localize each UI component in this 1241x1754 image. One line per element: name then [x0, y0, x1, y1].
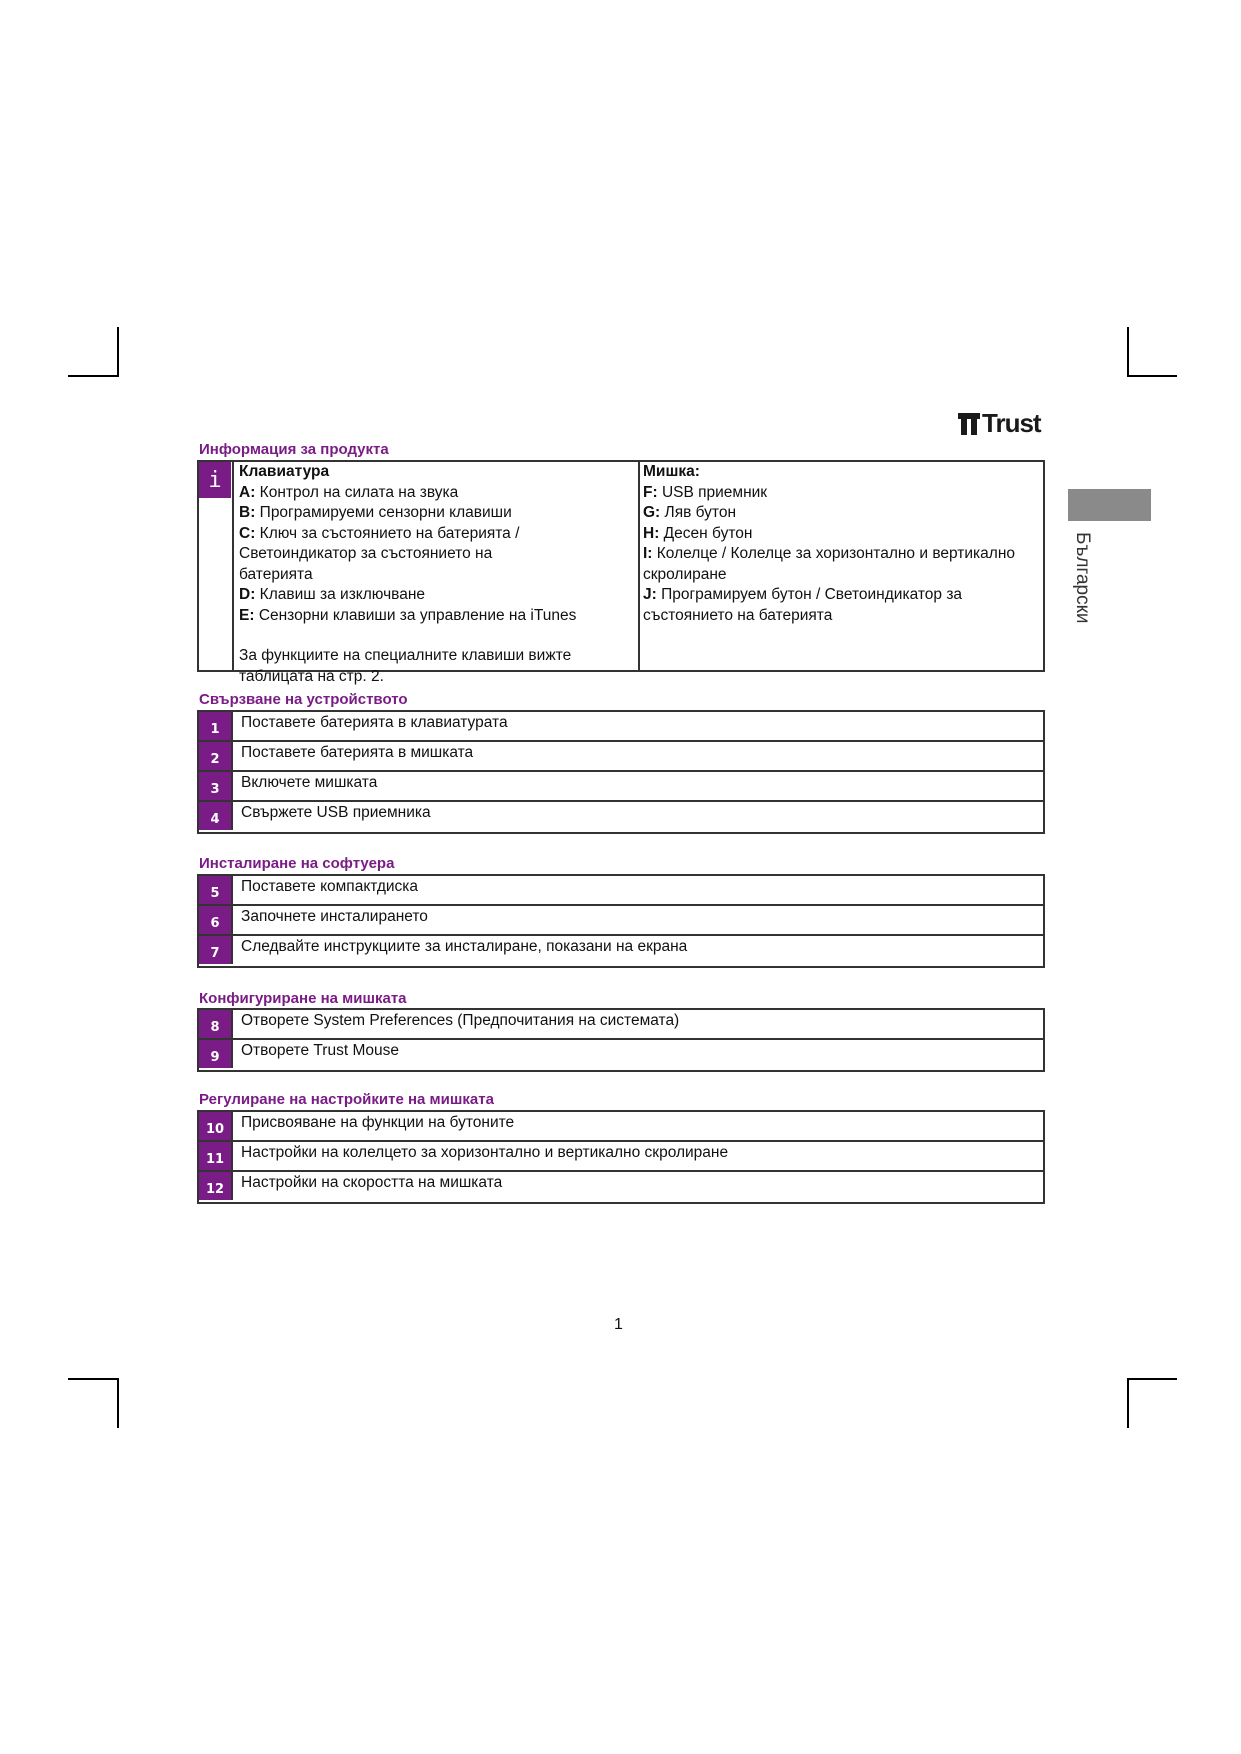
step-number: 8	[199, 1010, 231, 1038]
crop-mark-bottom-right-h	[1127, 1378, 1177, 1380]
mouse-item: F: USB приемник	[643, 483, 768, 501]
step-row	[199, 800, 1043, 830]
step-text: Свържете USB приемника	[241, 804, 431, 821]
step-number: 10	[199, 1112, 231, 1140]
mouse-title: Мишка:	[643, 463, 700, 480]
step-number: 3	[199, 772, 231, 800]
step-text: Настройки на скоростта на мишката	[241, 1174, 503, 1191]
keyboard-item: C: Ключ за състоянието на батерията / Светоиндикатор за състоянието на батерията	[239, 524, 520, 583]
adjust-steps	[197, 1110, 1045, 1204]
keyboard-item: E: Сензорни клавиши за управление на iTunes	[239, 606, 577, 624]
step-number: 5	[199, 876, 231, 904]
trust-logo-icon	[958, 411, 980, 435]
keyboard-column	[239, 462, 634, 687]
keyboard-item: A: Контрол на силата на звука	[239, 483, 459, 501]
section-heading-info: Информация за продукта	[199, 441, 389, 458]
step-text: Настройки на колелцето за хоризонтално и вертикално скролиране	[241, 1144, 729, 1161]
product-info-box	[197, 460, 1045, 685]
crop-mark-top-right-h	[1127, 375, 1177, 377]
section-heading-connect: Свързване на устройството	[199, 691, 408, 708]
step-text: Поставете компактдиска	[241, 878, 419, 895]
crop-mark-bottom-left-v	[117, 1378, 119, 1428]
step-row	[199, 770, 1043, 800]
install-steps	[197, 874, 1045, 968]
info-icon: i	[199, 462, 231, 498]
step-row	[199, 904, 1043, 934]
step-number: 11	[199, 1142, 231, 1170]
step-text: Присвояване на функции на бутоните	[241, 1114, 515, 1131]
crop-mark-bottom-right-v	[1127, 1378, 1129, 1428]
crop-mark-top-left-v	[117, 327, 119, 377]
step-number: 9	[199, 1040, 231, 1068]
step-row	[199, 1112, 1043, 1140]
step-text: Следвайте инструкциите за инсталиране, показани на екрана	[241, 938, 688, 955]
section-heading-adjust: Регулиране на настройките на мишката	[199, 1091, 494, 1108]
keyboard-item: D: Клавиш за изключване	[239, 586, 426, 603]
step-row	[199, 1038, 1043, 1068]
section-heading-install: Инсталиране на софтуера	[199, 855, 395, 872]
step-text: Поставете батерията в клавиатурата	[241, 714, 508, 731]
step-number: 4	[199, 802, 231, 830]
step-number: 6	[199, 906, 231, 934]
step-row	[199, 1170, 1043, 1200]
page-number: 1	[614, 1316, 623, 1333]
step-number: 7	[199, 936, 231, 964]
step-text: Отворете System Preferences (Предпочитания на системата)	[241, 1012, 680, 1029]
mouse-item: G: Ляв бутон	[643, 504, 737, 521]
trust-logo-text: Trust	[982, 407, 1041, 438]
step-row	[199, 934, 1043, 964]
step-text: Включете мишката	[241, 774, 378, 791]
section-heading-configure: Конфигуриране на мишката	[199, 990, 407, 1007]
trust-logo	[958, 408, 1046, 438]
keyboard-note: За функциите на специалните клавиши вижте таблицата на стр. 2.	[239, 647, 572, 685]
crop-mark-top-left-h	[68, 375, 119, 377]
configure-steps	[197, 1008, 1045, 1072]
connect-steps	[197, 710, 1045, 834]
language-label: Български	[1072, 532, 1093, 624]
step-number: 2	[199, 742, 231, 770]
step-text: Поставете батерията в мишката	[241, 744, 474, 761]
step-text: Отворете Trust Mouse	[241, 1042, 399, 1059]
language-tab	[1068, 489, 1151, 521]
step-number: 12	[199, 1172, 231, 1200]
mouse-item: I: Колелце / Колелце за хоризонтално и вертикално скролиране	[643, 545, 1016, 583]
mouse-item: J: Програмируем бутон / Светоиндикатор за състоянието на батерията	[643, 586, 963, 624]
info-column-divider	[638, 462, 640, 670]
step-row	[199, 1140, 1043, 1170]
keyboard-title: Клавиатура	[239, 463, 330, 480]
mouse-column	[643, 462, 1043, 626]
crop-mark-top-right-v	[1127, 327, 1129, 377]
mouse-item: H: Десен бутон	[643, 524, 753, 542]
step-row	[199, 740, 1043, 770]
step-row	[199, 876, 1043, 904]
step-text: Започнете инсталирането	[241, 908, 428, 925]
info-icon-column-divider	[232, 462, 234, 670]
crop-mark-bottom-left-h	[68, 1378, 119, 1380]
step-row	[199, 712, 1043, 740]
step-row	[199, 1010, 1043, 1038]
keyboard-item: B: Програмируеми сензорни клавиши	[239, 504, 512, 521]
step-number: 1	[199, 712, 231, 740]
